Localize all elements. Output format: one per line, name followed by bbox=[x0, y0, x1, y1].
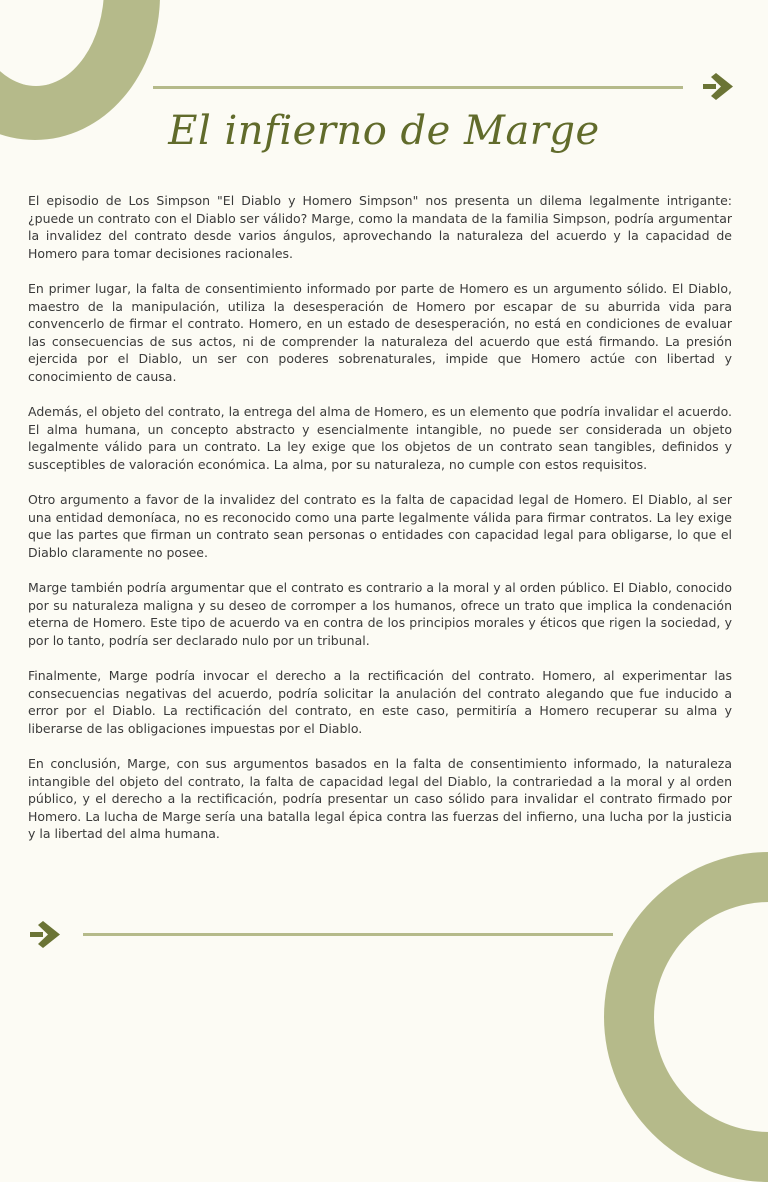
arrow-right-icon bbox=[703, 73, 733, 103]
article-body bbox=[28, 192, 732, 861]
paragraph-object: Además, el objeto del contrato, la entrega del alma de Homero, es un elemento que podría invalidar el acuerdo. El alma humana, un concepto abstracto y esencialmente intangible, no puede ser considerada un objeto legalmente válido para un contrato. La ley exige que los objetos de un contrato sean tangibles, definidos y susceptibles de valoración económica. La alma, por su naturaleza, no cumple con estos requisitos. bbox=[28, 404, 732, 472]
decorative-arc-bottom-right bbox=[604, 852, 768, 1182]
paragraph-conclusion: En conclusión, Marge, con sus argumentos basados en la falta de consentimiento informado, la naturaleza intangible del objeto del contrato, la falta de capacidad legal del Diablo, la contrariedad a la moral y al orden público, y el derecho a la rectificación, podría presentar un caso sólido para invalidar el contrato firmado por Homero. La lucha de Marge sería una batalla legal épica contra las fuerzas del infierno, una lucha por la justicia y la libertad del alma humana. bbox=[28, 756, 732, 842]
top-divider-line bbox=[153, 86, 683, 89]
paragraph-rectification: Finalmente, Marge podría invocar el derecho a la rectificación del contrato. Homero, al experimentar las consecuencias negativas del acuerdo, podría solicitar la anulación del contrato alegando que fue inducido a error por el Diablo. La rectificación del contrato, en este caso, permitiría a Homero recuperar su alma y liberarse de las obligaciones impuestas por el Diablo. bbox=[28, 668, 732, 736]
page-title: El infierno de Marge bbox=[168, 108, 600, 154]
paragraph-intro: El episodio de Los Simpson "El Diablo y Homero Simpson" nos presenta un dilema legalmente intrigante: ¿puede un contrato con el Diablo ser válido? Marge, como la mandata de la familia Simpson, podría argumentar la invalidez del contrato desde varios ángulos, aprovechando la naturaleza del acuerdo y la capacidad de Homero para tomar decisiones racionales. bbox=[28, 193, 732, 261]
arrow-right-icon bbox=[30, 921, 60, 951]
paragraph-morality: Marge también podría argumentar que el contrato es contrario a la moral y al orden público. El Diablo, conocido por su naturaleza maligna y su deseo de corromper a los humanos, ofrece un trato que implica la condenación eterna de Homero. Este tipo de acuerdo va en contra de los principios morales y éticos que rigen la sociedad, y por lo tanto, podría ser declarado nulo por un tribunal. bbox=[28, 580, 732, 648]
paragraph-consent: En primer lugar, la falta de consentimiento informado por parte de Homero es un argumento sólido. El Diablo, maestro de la manipulación, utiliza la desesperación de Homero por escapar de su aburrida vida para convencerlo de firmar el contrato. Homero, en un estado de desesperación, no está en condiciones de evaluar las consecuencias de sus actos, ni de comprender la naturaleza del acuerdo que está firmando. La presión ejercida por el Diablo, un ser con poderes sobrenaturales, impide que Homero actúe con libertad y conocimiento de causa. bbox=[28, 280, 732, 384]
bottom-divider-line bbox=[83, 933, 613, 936]
paragraph-capacity: Otro argumento a favor de la invalidez del contrato es la falta de capacidad legal de Homero. El Diablo, al ser una entidad demoníaca, no es reconocido como una parte legalmente válida para firmar contratos. La ley exige que las partes que firman un contrato sean personas o entidades con capacidad legal para obligarse, lo que el Diablo claramente no posee. bbox=[28, 492, 732, 560]
